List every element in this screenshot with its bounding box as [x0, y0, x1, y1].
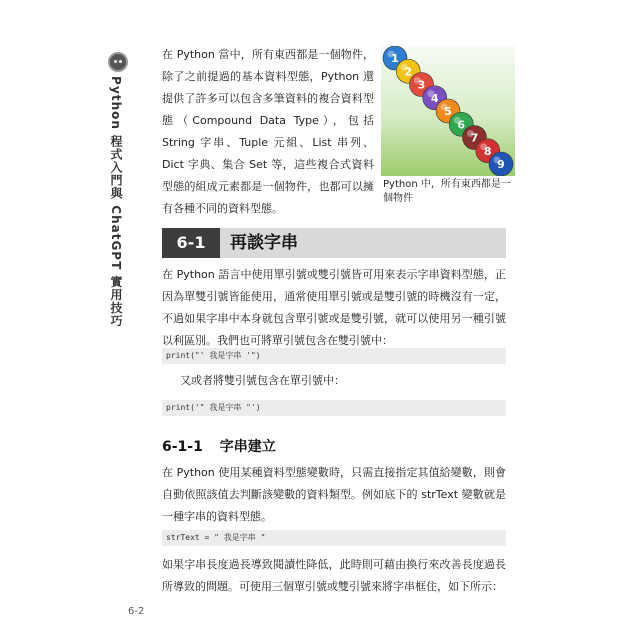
paragraph-double-in-single: 又或者將雙引號包含在單引號中：: [180, 374, 345, 387]
figure-caption: Python 中，所有東西都是一個物件: [383, 179, 511, 204]
ball-label: 7: [470, 131, 479, 145]
ball-label: 4: [430, 91, 439, 105]
ball-label: 2: [404, 65, 413, 79]
subsection-title: 字串建立: [219, 439, 276, 455]
section-heading: [162, 228, 506, 258]
section-number: 6-1: [162, 228, 220, 258]
paragraph-long-string: 如果字串長度過長導致閱讀性降低，此時則可藉由換行來改善長度過長所導致的問題。可使用三個單引號或雙引號來將字串框住，如下所示：: [162, 558, 506, 593]
balls-illustration: [381, 46, 515, 176]
subsection-number: 6-1-1: [162, 439, 203, 455]
intro-paragraph: 在 Python 當中，所有東西都是一個物件，除了之前提過的基本資料型態，Python 還提供了許多可以包含多筆資料的複合資料型態（Compound Data Type），包括 String 字串、Tuple 元組、List 串列、Dict 字典、集合 Set 等，這些複合式資料型態的組成元素都是一個物件，也都可以擁有各種不同的資料型態。: [162, 48, 374, 215]
subsection-heading: [162, 436, 276, 456]
ball-label: 9: [497, 158, 505, 171]
robot-logo-icon: [108, 52, 128, 72]
code-block-2: print('" 我是字串 "'): [162, 400, 506, 416]
paragraph-quotes: 在 Python 語言中使用單引號或雙引號皆可用來表示字串資料型態，正因為單雙引號皆能使用，通常使用單引號或是雙引號的時機沒有一定，不過如果字串中本身就包含單引號或是雙引號，就可以使用另一種引號以利區別。我們也可將單引號包含在雙引號中：: [162, 268, 506, 347]
code-block-3: strText = " 我是字串 ": [162, 530, 506, 546]
section-title: 再談字串: [230, 233, 298, 253]
ball-label: 8: [483, 144, 492, 158]
ball-label: 6: [457, 118, 466, 132]
ball-label: 1: [391, 52, 399, 65]
ball-9: [489, 152, 513, 176]
code-block-1: print("' 我是字串 '"): [162, 348, 506, 364]
book-title: Python 程式入門與 ChatGPT 實用技巧: [109, 76, 123, 328]
python-balls-figure: [381, 46, 515, 176]
paragraph-string-create: 在 Python 使用某種資料型態變數時，只需直接指定其值給變數，則會自動依照該值去判斷該變數的資料類型。例如底下的 strText 變數就是一種字串的資料型態。: [162, 466, 506, 523]
page-number: 6-2: [128, 606, 145, 617]
ball-label: 5: [444, 105, 452, 118]
ball-label: 3: [417, 78, 426, 92]
book-sidebar: [104, 52, 132, 328]
